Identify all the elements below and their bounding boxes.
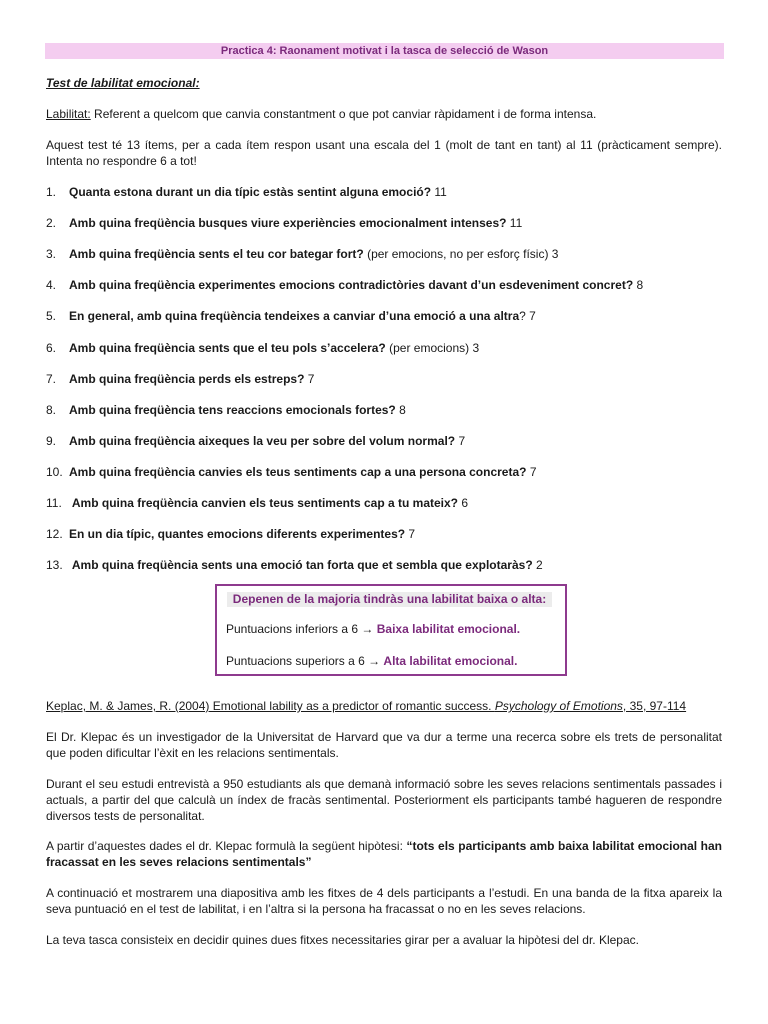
item-number: 5. xyxy=(46,309,57,323)
definition-text: Referent a quelcom que canvia constantment o que pot canviar ràpidament i de forma intensa. xyxy=(90,107,597,121)
list-item xyxy=(46,433,728,449)
section-title: Test de labilitat emocional: xyxy=(46,76,200,90)
list-item xyxy=(46,308,728,324)
item-question: Amb quina freqüència sents una emoció tan forta que et sembla que explotaràs? xyxy=(69,558,533,572)
item-number: 2. xyxy=(46,216,57,230)
paragraph-2: Durant el seu estudi entrevistà a 950 estudiants als que demanà informació sobre les seves relacions sentimentals passades i actuals, a partir del que calculà un índex de fracàs sentimental. Posteriorment els participants també hagueren de respondre diversos tests de personalitat. xyxy=(46,777,722,823)
list-item xyxy=(46,215,728,231)
paragraph-3 xyxy=(46,838,722,870)
item-number: 10. xyxy=(46,465,63,479)
list-item xyxy=(46,184,728,200)
reference-authors: Keplac, M. & James, R. (2004) Emotional lability as a predictor of romantic success. xyxy=(46,699,495,713)
item-answer: 8 xyxy=(395,403,406,417)
high-score-prefix: Puntuacions superiors a 6 → xyxy=(226,654,384,668)
item-number: 4. xyxy=(46,278,57,292)
definition xyxy=(46,106,722,122)
item-question: Quanta estona durant un dia típic estàs sentint alguna emoció? xyxy=(69,185,432,199)
result-box xyxy=(215,584,567,676)
item-answer: 11 xyxy=(431,185,447,199)
item-answer: ? 7 xyxy=(519,309,536,323)
item-answer: 7 xyxy=(526,465,537,479)
item-number: 7. xyxy=(46,372,57,386)
paragraph-4: A continuació et mostrarem una diapositiva amb les fitxes de 4 dels participants a l’estudi. En una banda de la fitxa apareix la seva puntuació en el test de labilitat, i en l’altra si la persona ha fracassat o no en les seves relacions. xyxy=(46,886,722,916)
item-answer: (per emocions, no per esforç físic) 3 xyxy=(363,247,559,261)
list-item xyxy=(46,246,728,262)
item-question: En general, amb quina freqüència tendeixes a canviar d’una emoció a una altra xyxy=(69,309,520,323)
item-question: En un dia típic, quantes emocions diferents experimentes? xyxy=(69,527,406,541)
intro-paragraph: Aquest test té 13 ítems, per a cada ítem respon usant una escala del 1 (molt de tant en tant) al 11 (pràcticament sempre). Intenta no respondre 6 a tot! xyxy=(46,138,722,168)
item-question: Amb quina freqüència perds els estreps? xyxy=(69,372,305,386)
item-answer: 2 xyxy=(532,558,543,572)
item-question: Amb quina freqüència experimentes emocions contradictòries davant d’un esdeveniment concret? xyxy=(69,278,634,292)
reference-journal: Psychology of Emotions xyxy=(494,699,623,713)
item-number: 3. xyxy=(46,247,57,261)
list-item xyxy=(46,402,728,418)
paragraph-5: La teva tasca consisteix en decidir quines dues fitxes necessitaries girar per a avaluar la hipòtesi del dr. Klepac. xyxy=(46,933,639,947)
reference xyxy=(46,698,722,714)
item-question: Amb quina freqüència sents que el teu pols s’accelera? xyxy=(69,341,386,355)
item-answer: (per emocions) 3 xyxy=(385,341,480,355)
item-question: Amb quina freqüència canvies els teus sentiments cap a una persona concreta? xyxy=(69,465,527,479)
result-box-title: Depenen de la majoria tindràs una labilitat baixa o alta: xyxy=(227,592,552,607)
item-question: Amb quina freqüència aixeques la veu per sobre del volum normal? xyxy=(69,434,456,448)
list-item xyxy=(46,526,728,542)
item-question: Amb quina freqüència tens reaccions emocionals fortes? xyxy=(69,403,396,417)
list-item xyxy=(46,495,728,511)
item-answer: 11 xyxy=(506,216,523,230)
item-number: 13. xyxy=(46,558,63,572)
item-number: 11. xyxy=(46,496,62,510)
low-score-result: Baixa labilitat emocional. xyxy=(376,622,521,636)
paragraph-3-start: A partir d’aquestes dades el dr. Klepac formulà la següent hipòtesi: xyxy=(46,839,407,853)
item-question: Amb quina freqüència sents el teu cor bategar fort? xyxy=(69,247,364,261)
item-answer: 7 xyxy=(455,434,466,448)
item-answer: 8 xyxy=(633,278,644,292)
reference-rest: , 35, 97-114 xyxy=(622,699,687,713)
list-item xyxy=(46,277,728,293)
list-item xyxy=(46,371,728,387)
paragraph-1: El Dr. Klepac és un investigador de la Universitat de Harvard que va dur a terme una recerca sobre els trets de personalitat que poden dificultar l’èxit en les relacions sentimentals. xyxy=(46,730,722,760)
list-item xyxy=(46,557,728,573)
item-number: 1. xyxy=(46,185,57,199)
item-number: 12. xyxy=(46,527,63,541)
item-answer: 7 xyxy=(304,372,315,386)
high-score-line xyxy=(226,654,517,669)
item-number: 6. xyxy=(46,341,57,355)
hypothesis: “tots els participants amb baixa labilitat emocional han fracassat en les seves relacions sentimentals” xyxy=(46,839,722,869)
list-item xyxy=(46,464,728,480)
item-question: Amb quina freqüència busques viure experiències emocionalment intenses? xyxy=(69,216,507,230)
document-title: Practica 4: Raonament motivat i la tasca de selecció de Wason xyxy=(45,43,724,59)
high-score-result: Alta labilitat emocional. xyxy=(383,654,518,668)
low-score-prefix: Puntuacions inferiors a 6 → xyxy=(226,622,377,636)
definition-term: Labilitat: xyxy=(46,107,91,121)
item-number: 8. xyxy=(46,403,57,417)
item-answer: 7 xyxy=(405,527,416,541)
low-score-line xyxy=(226,622,520,637)
item-number: 9. xyxy=(46,434,57,448)
item-question: Amb quina freqüència canvien els teus sentiments cap a tu mateix? xyxy=(69,496,459,510)
item-answer: 6 xyxy=(458,496,469,510)
list-item xyxy=(46,340,728,356)
